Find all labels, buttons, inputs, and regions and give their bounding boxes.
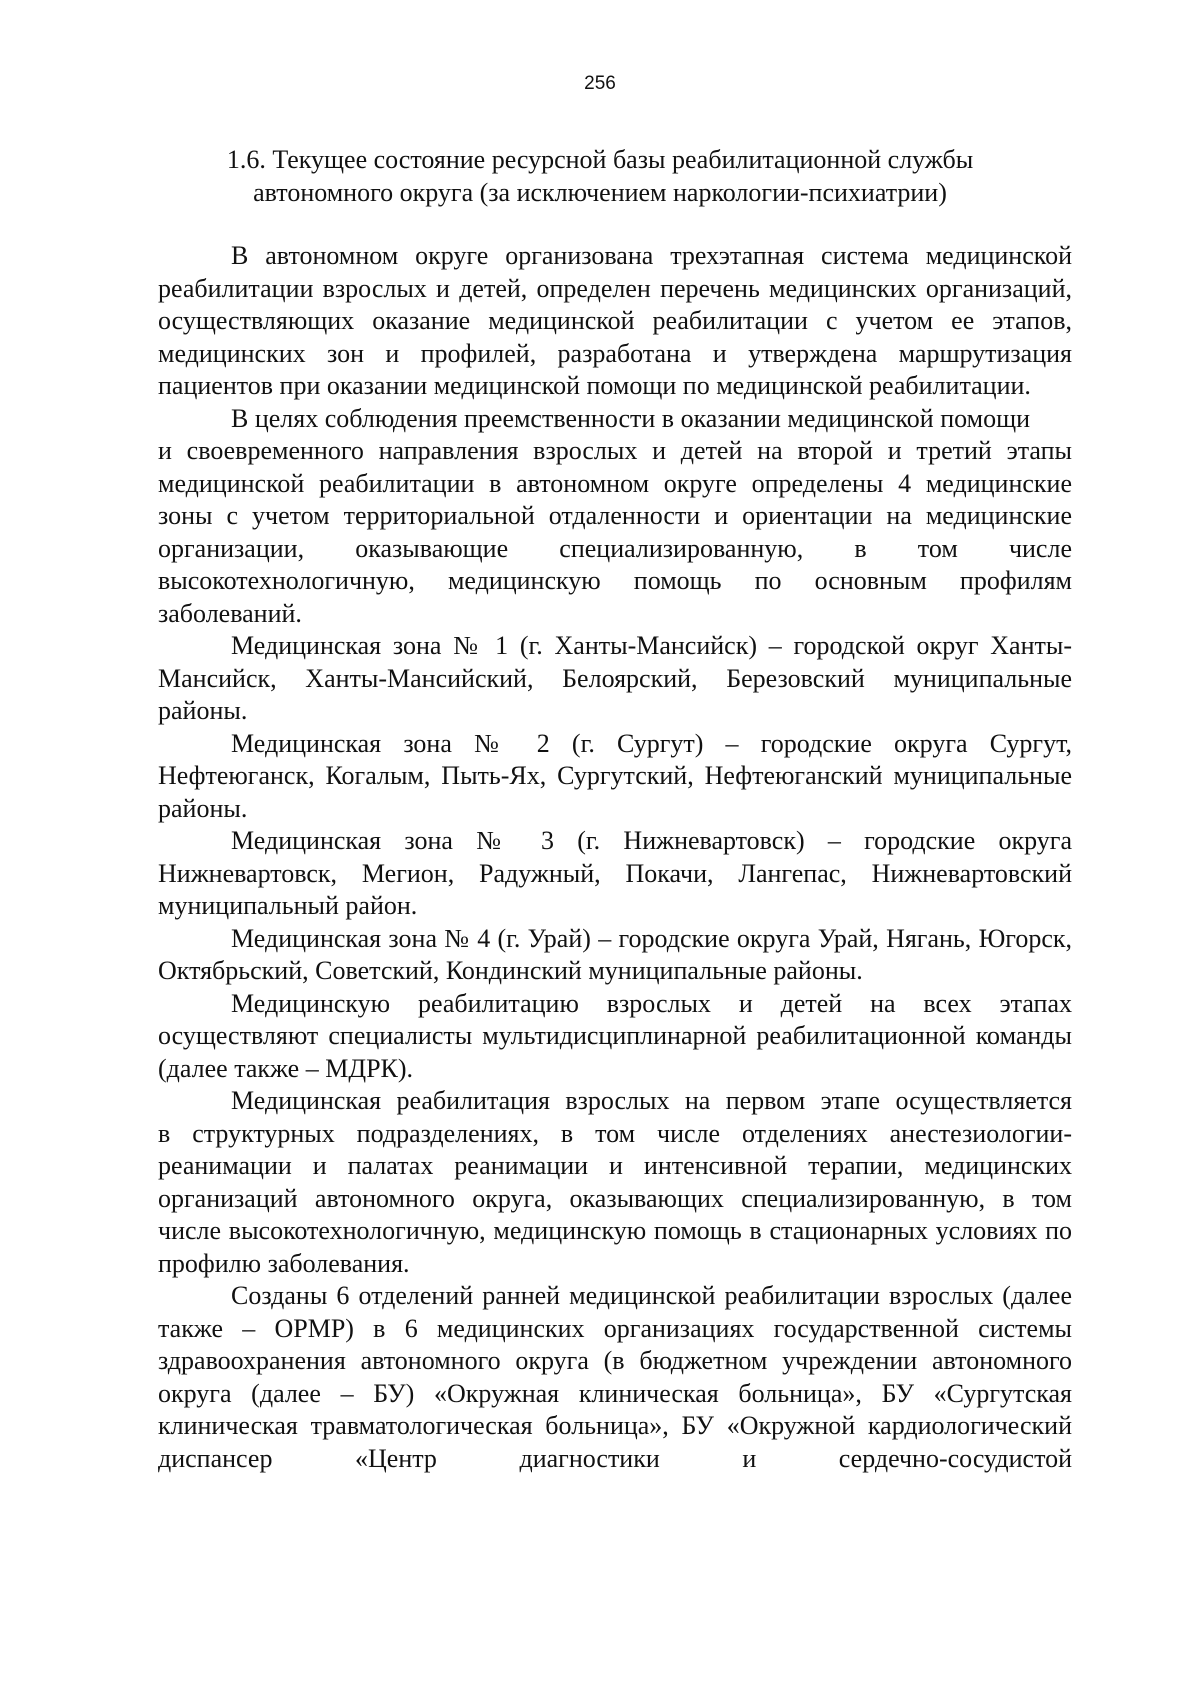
paragraph-zone-4: Медицинская зона № 4 (г. Урай) – городские округа Урай, Нягань, Югорск, Октябрьский, Советский, Кондинский муниципальные районы. (158, 923, 1072, 985)
paragraph-zone-1: Медицинская зона № 1 (г. Ханты-Мансийск) – городской округ Ханты-Мансийск, Ханты-Мансийский, Белоярский, Березовский муниципальные районы. (158, 631, 1072, 725)
document-body (158, 240, 1072, 1475)
paragraph-first-stage: Медицинская реабилитация взрослых на первом этапе осуществляется (231, 1086, 1072, 1115)
page-number: 256 (584, 73, 616, 94)
paragraph-rehab-system: В автономном округе организована трехэтапная система медицинской реабилитации взрослых и детей, определен перечень медицинских организаций, осуществляющих оказание медицинской реабилитации с учетом ее этапов, медицинских зон и профилей, разработана и утверждена маршрутизация пациентов при оказании медицинской помощи по медицинской реабилитации. (158, 241, 1072, 400)
paragraph-continuity: В целях соблюдения преемственности в оказании медицинской помощи (231, 403, 1031, 433)
section-heading-line-1: 1.6. Текущее состояние ресурсной базы реабилитационной службы (226, 145, 974, 174)
paragraph-zone-3: Медицинская зона № 3 (г. Нижневартовск) – городские округа Нижневартовск, Мегион, Радужный, Покачи, Лангепас, Нижневартовский муниципальный район. (158, 826, 1072, 920)
paragraph-first-stage-continued: в структурных подразделениях, в том числе отделениях анестезиологии-реанимации и палатах реанимации и интенсивной терапии, медицинских организаций автономного округа, оказывающих специализированную, в том числе высокотехнологичную, медицинскую помощь в стационарных условиях по профилю заболевания. (158, 1118, 1072, 1278)
paragraph-zone-2: Медицинская зона № 2 (г. Сургут) – городские округа Сургут, Нефтеюганск, Когалым, Пыть-Ях, Сургутский, Нефтеюганский муниципальные районы. (158, 728, 1072, 823)
section-heading-line-2: автономного округа (за исключением наркологии-психиатрии) (253, 178, 947, 207)
paragraph-ormr: Созданы 6 отделений ранней медицинской реабилитации взрослых (далее также – ОРМР) в 6 медицинских организациях государственной системы здравоохранения автономного округа (в бюджетном учреждении автономного округа (далее – БУ) «Окружная клиническая больница», БУ «Сургутская клиническая травматологическая больница», БУ «Окружной кардиологический диспансер «Центр диагностики и сердечно-сосудистой (158, 1281, 1072, 1473)
section-heading (150, 143, 1050, 209)
paragraph-continuity-continued: и своевременного направления взрослых и детей на второй и третий этапы медицинской реабилитации в автономном округе определены 4 медицинские зоны с учетом территориальной отдаленности и ориентации на медицинские организации, оказывающие специализированную, в том числе высокотехнологичную, медицинскую помощь по основным профилям заболеваний. (158, 436, 1072, 628)
paragraph-mdrk: Медицинскую реабилитацию взрослых и детей на всех этапах осуществляют специалисты мультидисциплинарной реабилитационной команды (далее также – МДРК). (158, 988, 1072, 1083)
